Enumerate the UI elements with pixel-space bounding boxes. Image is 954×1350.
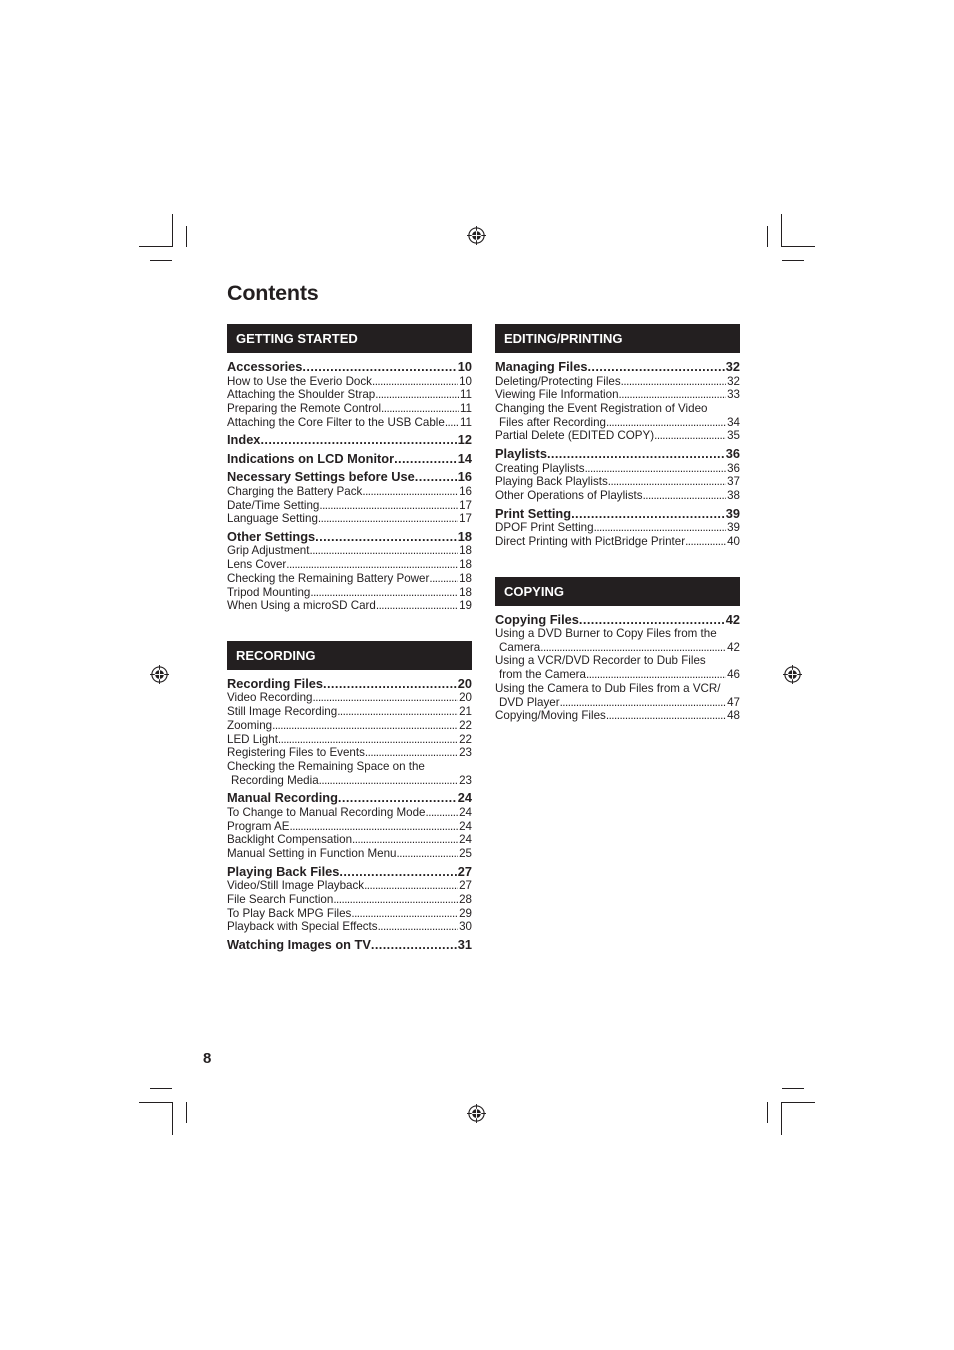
page-ref: 11 <box>459 415 472 429</box>
entry-title: Lens Cover <box>227 558 287 572</box>
page-ref: 18 <box>457 528 472 544</box>
toc-entry[interactable] <box>227 847 472 861</box>
leader-dots <box>319 774 458 788</box>
page-ref: 18 <box>459 585 472 599</box>
page-ref: 19 <box>459 599 472 613</box>
toc-heading[interactable] <box>227 360 472 375</box>
toc-entry[interactable] <box>227 733 472 747</box>
leader-dots <box>302 360 456 375</box>
leader-dots <box>608 475 726 489</box>
toc-group <box>227 865 472 934</box>
toc-entry[interactable] <box>495 535 740 549</box>
toc-entry[interactable] <box>495 429 740 443</box>
page-ref: 25 <box>459 846 472 860</box>
toc-heading[interactable] <box>227 530 472 545</box>
entry-title: Attaching the Shoulder Strap <box>227 388 376 402</box>
leader-dots <box>619 388 727 402</box>
toc-entry[interactable] <box>227 558 472 572</box>
toc-group <box>227 470 472 526</box>
page-ref: 48 <box>727 709 740 723</box>
leader-dots <box>606 709 726 723</box>
toc-entry[interactable] <box>227 375 472 389</box>
leader-dots <box>315 530 457 545</box>
section-header: GETTING STARTED <box>227 324 472 353</box>
toc-group <box>227 677 472 787</box>
page-ref: 37 <box>727 475 740 489</box>
page-ref: 16 <box>457 469 472 485</box>
page-ref: 31 <box>457 936 472 952</box>
leader-dots <box>290 820 459 834</box>
crop-mark <box>782 246 815 247</box>
leader-dots <box>426 806 459 820</box>
leader-dots <box>585 462 727 476</box>
crop-mark <box>767 1102 768 1123</box>
page-ref: 17 <box>459 512 472 526</box>
leader-dots <box>260 433 456 448</box>
leader-dots <box>318 512 458 526</box>
toc-entry[interactable] <box>495 489 740 503</box>
crop-mark <box>150 1088 172 1089</box>
entry-title: Other Settings <box>227 528 316 544</box>
entry-title: Direct Printing with PictBridge Printer <box>495 534 686 548</box>
entry-title: Copying Files <box>495 611 579 627</box>
toc-heading[interactable] <box>227 452 472 467</box>
toc-entry[interactable] <box>495 402 740 416</box>
leader-dots <box>339 865 456 880</box>
entry-title: To Play Back MPG Files <box>227 906 352 920</box>
toc-group <box>227 360 472 429</box>
leader-dots <box>375 388 459 402</box>
section-header: COPYING <box>495 577 740 606</box>
page-number: 8 <box>203 1050 212 1067</box>
page-ref: 34 <box>727 415 740 429</box>
toc-entry-continuation[interactable] <box>495 696 740 710</box>
leader-dots <box>319 499 458 513</box>
entry-title: Files after Recording <box>499 415 606 429</box>
toc-group <box>495 360 740 443</box>
page-ref: 39 <box>727 521 740 535</box>
crop-mark <box>767 226 768 247</box>
entry-title: DVD Player <box>499 695 560 709</box>
entry-title: To Change to Manual Recording Mode <box>227 805 426 819</box>
toc-entry[interactable] <box>227 586 472 600</box>
toc-heading[interactable] <box>495 360 740 375</box>
page-ref: 24 <box>459 819 472 833</box>
page-ref: 10 <box>459 374 472 388</box>
toc-entry[interactable] <box>227 416 472 430</box>
page-ref: 20 <box>457 675 472 691</box>
leader-dots <box>333 893 458 907</box>
toc-entry[interactable] <box>227 893 472 907</box>
toc-section <box>227 324 472 613</box>
page-ref: 35 <box>727 429 740 443</box>
entry-title: Video/Still Image Playback <box>227 879 365 893</box>
toc-group <box>495 507 740 549</box>
toc-entry-continuation[interactable] <box>495 668 740 682</box>
entry-title: Accessories <box>227 359 303 374</box>
crop-mark <box>139 1102 172 1103</box>
entry-title: Language Setting <box>227 512 318 526</box>
leader-dots <box>685 535 726 549</box>
leader-dots <box>587 360 724 375</box>
page-ref: 22 <box>459 718 472 732</box>
page-ref: 16 <box>459 484 472 498</box>
entry-title: Print Setting <box>495 505 572 521</box>
leader-dots <box>351 907 458 921</box>
entry-title: When Using a microSD Card <box>227 599 376 613</box>
toc-entry[interactable] <box>227 499 472 513</box>
crop-mark <box>172 214 173 247</box>
page-ref: 24 <box>459 805 472 819</box>
entry-title: Playback with Special Effects <box>227 920 378 934</box>
page-ref: 18 <box>459 544 472 558</box>
entry-title: Program AE <box>227 819 290 833</box>
section-header: EDITING/PRINTING <box>495 324 740 353</box>
entry-title: Checking the Remaining Space on the <box>227 759 425 773</box>
entry-title: Checking the Remaining Battery Power <box>227 571 430 585</box>
leader-dots <box>278 733 458 747</box>
leader-dots <box>272 719 458 733</box>
page-ref: 10 <box>457 359 472 374</box>
leader-dots <box>352 833 458 847</box>
crop-mark <box>186 226 187 247</box>
entry-title: Manual Recording <box>227 790 338 806</box>
entry-title: Manual Setting in Function Menu <box>227 846 397 860</box>
toc-entry[interactable] <box>495 388 740 402</box>
toc-right-column <box>495 324 740 751</box>
toc-entry-continuation[interactable] <box>495 641 740 655</box>
entry-title: How to Use the Everio Dock <box>227 374 372 388</box>
toc-heading[interactable] <box>227 677 472 692</box>
leader-dots <box>560 696 727 710</box>
page-ref: 28 <box>459 892 472 906</box>
page-ref: 27 <box>459 879 472 893</box>
leader-dots <box>337 705 458 719</box>
registration-mark-icon <box>467 1104 486 1123</box>
entry-title: Necessary Settings before Use <box>227 469 415 485</box>
entry-title: Recording Media <box>231 773 319 787</box>
toc-entry[interactable] <box>227 572 472 586</box>
page-ref: 40 <box>727 534 740 548</box>
crop-mark <box>782 1102 815 1103</box>
toc-group <box>495 613 740 723</box>
page-ref: 29 <box>459 906 472 920</box>
leader-dots <box>323 677 457 692</box>
entry-title: Playing Back Files <box>227 863 340 879</box>
page-title: Contents <box>227 281 319 305</box>
toc-entry[interactable] <box>495 475 740 489</box>
leader-dots <box>371 938 457 953</box>
entry-title: Changing the Event Registration of Video <box>495 401 708 415</box>
leader-dots <box>309 544 458 558</box>
toc-left-column <box>227 324 472 980</box>
leader-dots <box>394 452 457 467</box>
page-ref: 18 <box>459 571 472 585</box>
page-ref: 11 <box>459 401 472 415</box>
registration-mark-icon <box>467 226 486 245</box>
leader-dots <box>594 521 727 535</box>
entry-title: Recording Files <box>227 675 323 691</box>
leader-dots <box>547 447 725 462</box>
toc-entry[interactable] <box>495 709 740 723</box>
leader-dots <box>415 470 457 485</box>
entry-title: Zooming <box>227 718 273 732</box>
toc-section <box>495 324 740 549</box>
entry-title: Using the Camera to Dub Files from a VCR/ <box>495 681 721 695</box>
page-ref: 24 <box>457 790 472 806</box>
entry-title: Partial Delete (EDITED COPY) <box>495 429 655 443</box>
toc-entry[interactable] <box>227 544 472 558</box>
entry-title: Video Recording <box>227 691 313 705</box>
toc-entry[interactable] <box>227 907 472 921</box>
page-ref: 36 <box>727 461 740 475</box>
page-ref: 21 <box>459 705 472 719</box>
leader-dots <box>643 489 727 503</box>
toc-entry[interactable] <box>227 691 472 705</box>
toc-entry[interactable] <box>227 833 472 847</box>
toc-entry[interactable] <box>495 521 740 535</box>
toc-entry[interactable] <box>495 654 740 668</box>
entry-title: Copying/Moving Files <box>495 709 606 723</box>
toc-entry[interactable] <box>495 627 740 641</box>
leader-dots <box>310 586 458 600</box>
page-ref: 20 <box>459 691 472 705</box>
toc-heading[interactable] <box>227 865 472 880</box>
page-ref: 22 <box>459 732 472 746</box>
leader-dots <box>372 375 458 389</box>
entry-title: Indications on LCD Monitor <box>227 450 395 466</box>
page-ref: 12 <box>457 432 472 448</box>
entry-title: Managing Files <box>495 359 588 374</box>
crop-mark <box>782 260 804 261</box>
toc-entry[interactable] <box>227 820 472 834</box>
leader-dots <box>286 558 458 572</box>
leader-dots <box>606 416 726 430</box>
entry-title: Grip Adjustment <box>227 544 310 558</box>
entry-title: from the Camera <box>499 668 586 682</box>
entry-title: Other Operations of Playlists <box>495 488 643 502</box>
crop-mark <box>139 246 172 247</box>
toc-heading[interactable] <box>495 447 740 462</box>
toc-section <box>495 577 740 723</box>
page-ref: 42 <box>727 640 740 654</box>
page-ref: 33 <box>727 388 740 402</box>
toc-group <box>495 447 740 503</box>
toc-entry[interactable] <box>227 746 472 760</box>
toc-heading[interactable] <box>227 791 472 806</box>
entry-title: Watching Images on TV <box>227 936 371 952</box>
toc-entry[interactable] <box>227 388 472 402</box>
toc-entry[interactable] <box>227 920 472 934</box>
toc-group <box>227 791 472 860</box>
toc-section <box>227 641 472 953</box>
page-ref: 38 <box>727 488 740 502</box>
page-ref: 27 <box>457 863 472 879</box>
toc-group <box>227 452 472 467</box>
page-ref: 32 <box>725 359 740 374</box>
toc-entry[interactable] <box>227 402 472 416</box>
leader-dots <box>429 572 458 586</box>
entry-title: Camera <box>499 640 541 654</box>
toc-entry-continuation[interactable] <box>495 416 740 430</box>
entry-title: Using a VCR/DVD Recorder to Dub Files <box>495 654 706 668</box>
entry-title: Deleting/Protecting Files <box>495 374 621 388</box>
toc-entry[interactable] <box>495 682 740 696</box>
toc-entry[interactable] <box>227 806 472 820</box>
toc-entry[interactable] <box>227 705 472 719</box>
toc-heading[interactable] <box>495 507 740 522</box>
page-ref: 17 <box>459 498 472 512</box>
crop-mark <box>172 1102 173 1135</box>
page-ref: 18 <box>459 558 472 572</box>
leader-dots <box>540 641 726 655</box>
leader-dots <box>365 746 458 760</box>
page-ref: 23 <box>459 746 472 760</box>
entry-title: Charging the Battery Pack <box>227 484 363 498</box>
crop-mark <box>781 1102 782 1135</box>
entry-title: Tripod Mounting <box>227 585 311 599</box>
toc-entry[interactable] <box>227 879 472 893</box>
toc-group <box>227 938 472 953</box>
page-ref: 24 <box>459 833 472 847</box>
page-ref: 23 <box>459 773 472 787</box>
registration-mark-icon <box>150 665 169 684</box>
toc-entry[interactable] <box>495 375 740 389</box>
leader-dots <box>571 507 725 522</box>
leader-dots <box>579 613 725 628</box>
page-ref: 42 <box>725 611 740 627</box>
toc-heading[interactable] <box>227 433 472 448</box>
toc-entry[interactable] <box>227 760 472 774</box>
entry-title: Playlists <box>495 446 547 462</box>
leader-dots <box>586 668 726 682</box>
toc-entry[interactable] <box>495 462 740 476</box>
page-ref: 14 <box>457 450 472 466</box>
toc-heading[interactable] <box>227 470 472 485</box>
entry-title: File Search Function <box>227 892 334 906</box>
crop-mark <box>186 1102 187 1123</box>
registration-mark-icon <box>783 665 802 684</box>
page-ref: 47 <box>727 695 740 709</box>
leader-dots <box>376 599 458 613</box>
leader-dots <box>445 416 459 430</box>
entry-title: Index <box>227 432 261 448</box>
entry-title: Attaching the Core Filter to the USB Cable <box>227 415 445 429</box>
entry-title: Playing Back Playlists <box>495 475 608 489</box>
entry-title: LED Light <box>227 732 278 746</box>
toc-heading[interactable] <box>227 938 472 953</box>
entry-title: Registering Files to Events <box>227 746 365 760</box>
toc-group <box>227 433 472 448</box>
entry-title: Date/Time Setting <box>227 498 320 512</box>
entry-title: Using a DVD Burner to Copy Files from the <box>495 627 717 641</box>
entry-title: Viewing File Information <box>495 388 619 402</box>
leader-dots <box>654 429 726 443</box>
page-ref: 46 <box>727 668 740 682</box>
entry-title: Still Image Recording <box>227 705 338 719</box>
leader-dots <box>397 847 459 861</box>
page-ref: 30 <box>459 920 472 934</box>
toc-entry[interactable] <box>227 512 472 526</box>
leader-dots <box>362 485 458 499</box>
leader-dots <box>381 402 459 416</box>
leader-dots <box>621 375 726 389</box>
toc-entry-continuation[interactable] <box>227 774 472 788</box>
page-ref: 32 <box>727 374 740 388</box>
leader-dots <box>378 920 459 934</box>
entry-title: Backlight Compensation <box>227 833 353 847</box>
entry-title: Creating Playlists <box>495 461 585 475</box>
toc-entry[interactable] <box>227 485 472 499</box>
section-header: RECORDING <box>227 641 472 670</box>
page-ref: 36 <box>725 446 740 462</box>
toc-entry[interactable] <box>227 719 472 733</box>
toc-entry[interactable] <box>227 599 472 613</box>
toc-group <box>227 530 472 613</box>
page-ref: 11 <box>459 388 472 402</box>
crop-mark <box>782 1088 804 1089</box>
toc-heading[interactable] <box>495 613 740 628</box>
entry-title: DPOF Print Setting <box>495 521 594 535</box>
leader-dots <box>313 691 459 705</box>
leader-dots <box>338 791 457 806</box>
page-ref: 39 <box>725 505 740 521</box>
crop-mark <box>781 214 782 247</box>
leader-dots <box>364 879 458 893</box>
entry-title: Preparing the Remote Control <box>227 401 382 415</box>
crop-mark <box>150 260 172 261</box>
